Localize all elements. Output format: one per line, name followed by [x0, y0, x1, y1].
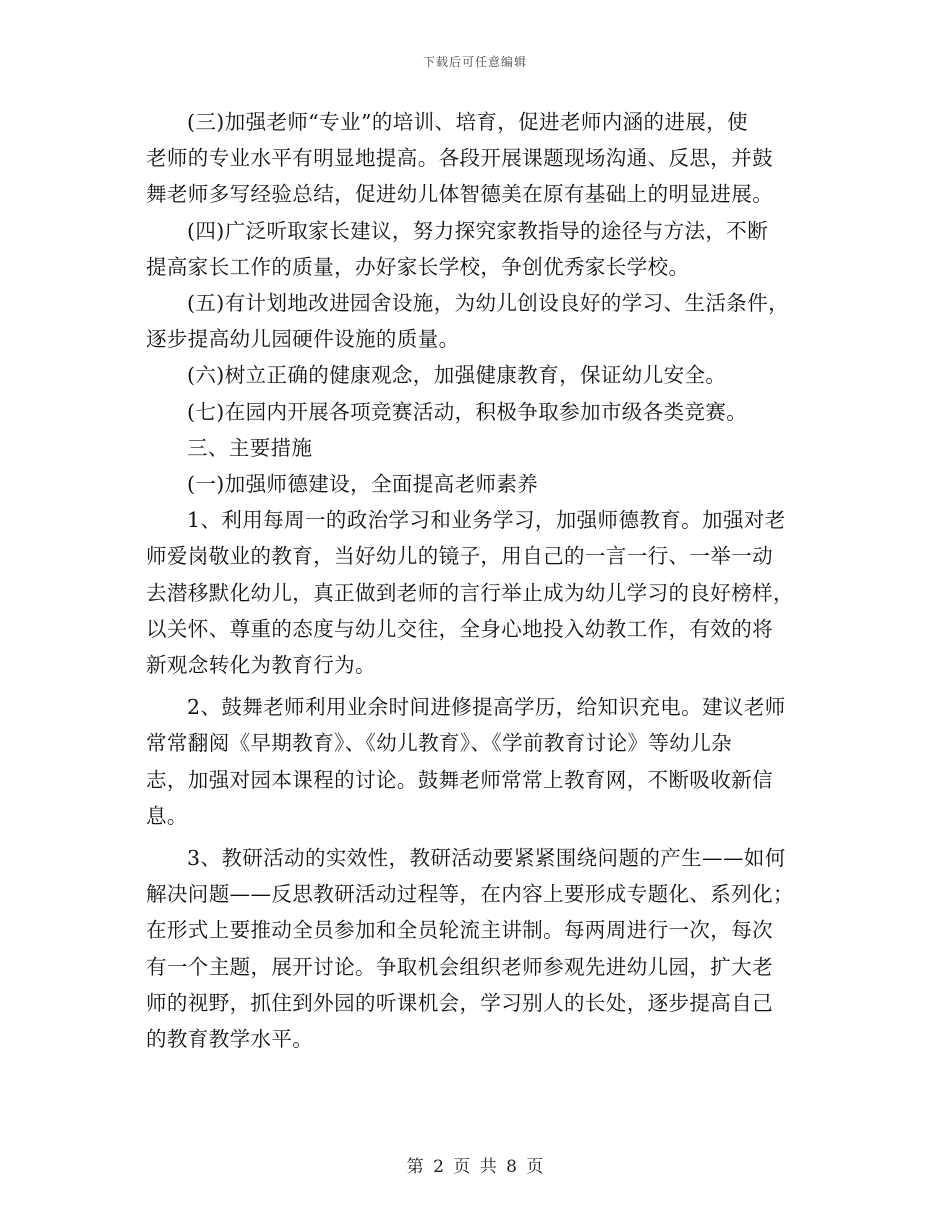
- paragraph-goal-5: (五)有计划地改进园舍设施，为幼儿创设良好的学习、生活条件， 逐步提高幼儿园硬件设施的质量。: [146, 291, 789, 352]
- paragraph-goal-4: (四)广泛听取家长建议，努力探究家教指导的途径与方法，不断 提高家长工作的质量，办好家长学校，争创优秀家长学校。: [146, 218, 769, 279]
- document-body: [146, 104, 806, 1057]
- page-header: 下载后可任意编辑: [422, 55, 527, 69]
- subsection-heading-1: (一)加强师德建设，全面提高老师素养: [187, 472, 539, 497]
- paragraph-measure-1: 1、利用每周一的政治学习和业务学习，加强师德教育。加强对老 师爱岗敬业的教育，当好幼儿的镜子，用自己的一言一行、一举一动 去潜移默化幼儿，真正做到老师的言行举止成为幼儿学习的良好榜样， 以关怀、尊重的态度与幼儿交往，全身心地投入幼教工作，有效的将 新观念转化为教育行为。: [146, 508, 794, 678]
- paragraph-measure-3: 3、教研活动的实效性，教研活动要紧紧围绕问题的产生——如何 解决问题——反思教研活动过程等，在内容上要形成专题化、系列化； 在形式上要推动全员参加和全员轮流主讲制。每两周进行一次，每次 有一个主题，展开讨论。争取机会组织老师参观先进幼儿园，扩大老 师的视野，抓住到外园的听课机会，学习别人的长处，逐步提高自己 的教育教学水平。: [146, 846, 794, 1052]
- section-heading-measures: 三、主要措施: [187, 435, 313, 460]
- paragraph-goal-6: (六)树立正确的健康观念，加强健康教育，保证幼儿安全。: [187, 363, 727, 388]
- paragraph-goal-7: (七)在园内开展各项竞赛活动，积极争取参加市级各类竞赛。: [187, 399, 748, 424]
- paragraph-goal-3: (三)加强老师“专业”的培训、培育，促进老师内涵的进展，使 老师的专业水平有明显地提高。各段开展课题现场沟通、反思，并鼓 舞老师多写经验总结，促进幼儿体智德美在原有基础上的明显进展。: [146, 110, 773, 207]
- paragraph-measure-2: 2、鼓舞老师利用业余时间进修提高学历，给知识充电。建议老师 常常翻阅《早期教育》、《幼儿教育》、《学前教育讨论》等幼儿杂 志，加强对园本课程的讨论。鼓舞老师常常上教育网，不断吸收新信 息。: [146, 695, 786, 828]
- page-number: 第 2 页 共 8 页: [406, 1157, 544, 1177]
